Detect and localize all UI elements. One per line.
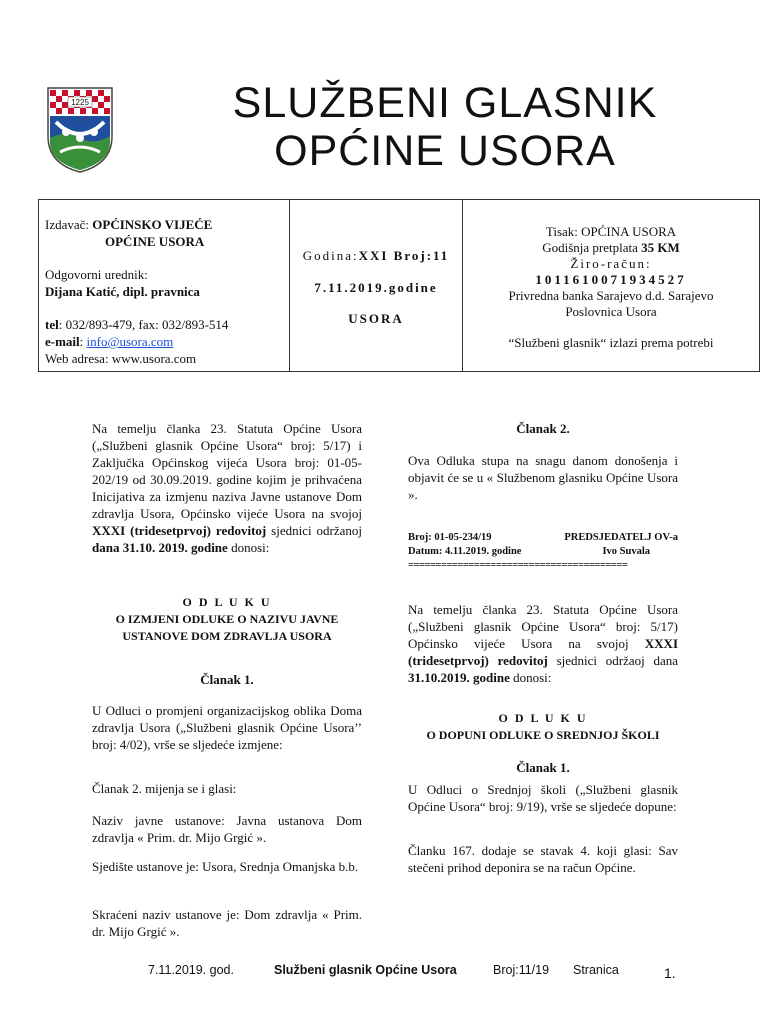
subscription-label: Godišnja pretplata: [542, 240, 638, 255]
publication-title-line1: SLUŽBENI GLASNIK: [232, 79, 658, 127]
print-info: [463, 200, 759, 371]
right-article1-title: Članak 1.: [516, 760, 570, 775]
left-short-name-text: Skraćeni naziv ustanove je: Dom zdravlja « Prim. dr. Mijo Grgić ».: [92, 907, 362, 939]
publisher-line2: OPĆINE USORA: [105, 234, 205, 249]
email-label: e-mail: [45, 334, 80, 349]
footer-publication: Službeni glasnik Općine Usora: [274, 963, 457, 977]
right-article1-block: [408, 781, 678, 815]
right-decision-sub: O DOPUNI ODLUKE O SREDNJOJ ŠKOLI: [426, 728, 660, 742]
publication-info-box: [38, 199, 760, 372]
account-label: Žiro-račun:: [570, 256, 652, 271]
sig-name: Ivo Suvala: [602, 546, 650, 557]
editor-label: Odgovorni urednik:: [45, 267, 148, 282]
year-value: XXI Broj:11: [358, 248, 450, 263]
publisher-info: Izdavač: OPĆINSKO VIJEĆE OPĆINE USORA Odgovorni urednik: Dijana Katić, dipl. pravnica tel: 032/893-479, fax: 032/893-514 e-mail: info@usora.com Web adresa: www.usora.com: [39, 200, 290, 371]
tel-label: tel: [45, 317, 59, 332]
left-seat-text: Sjedište ustanove je: Usora, Srednja Omanjska b.b.: [92, 859, 359, 874]
sig-number: Broj: 01-05-234/19: [408, 532, 492, 543]
account-number: 1011610071934527: [535, 272, 687, 287]
bank-line1: Privredna banka Sarajevo d.d. Sarajevo: [508, 288, 714, 303]
coat-of-arms-emblem: [46, 86, 114, 174]
footer-page-number: 1.: [664, 965, 676, 981]
right-intro-bold2: 31.10.2019. godine: [408, 670, 510, 685]
emblem-year: 1225: [71, 98, 89, 107]
left-intro-bold2: dana 31.10. 2019. godine: [92, 540, 228, 555]
web-address: Web adresa: www.usora.com: [45, 351, 197, 366]
right-intro-bold1: XXXI (tridesetprvoj) redovitoj: [408, 636, 679, 668]
footer-date: 7.11.2019. god.: [148, 963, 234, 977]
right-article167-text: Članku 167. dodaje se stavak 4. koji glasi: Sav stečeni prihod deponira se na račun Općine.: [408, 843, 678, 875]
separator-rule: ========================================: [408, 560, 628, 571]
email-link[interactable]: info@usora.com: [86, 334, 174, 349]
subscription-value: 35 KM: [641, 240, 680, 255]
right-decision-heading: [408, 710, 678, 744]
left-decision-title: O D L U K U: [182, 595, 272, 609]
issue-date: 7.11.2019.godine: [314, 280, 438, 295]
right-article2-block: [408, 452, 678, 503]
bank-line2: Poslovnica Usora: [565, 304, 657, 319]
left-intro-bold1: XXXI (tridesetprvoj) redovitoj: [92, 523, 267, 538]
right-decision-title: O D L U K U: [498, 711, 588, 725]
left-seat-block: [92, 858, 362, 875]
right-intro-text1: Na temelju članka 23. Statuta Općine Usora („Službeni glasnik Općine Usora“ broj: 5/17) Općinsko vijeće Usora na svojoj: [408, 602, 678, 651]
left-column-intro: [92, 420, 362, 556]
left-decision-sub1: O IZMJENI ODLUKE O NAZIVU JAVNE: [115, 612, 339, 626]
publisher-label: Izdavač:: [45, 217, 90, 232]
publication-note: “Službeni glasnik“ izlazi prema potrebi: [508, 335, 714, 350]
right-article1-text: U Odluci o Srednjoj školi („Službeni glasnik Općine Usora“ broj: 9/19), vrše se sljedeće dopune:: [408, 782, 678, 814]
year-label: Godina:: [302, 248, 359, 263]
sig-date: Datum: 4.11.2019. godine: [408, 546, 522, 557]
left-intro-text2: sjednici održanoj: [266, 523, 362, 538]
left-name-text: Naziv javne ustanove: Javna ustanova Dom zdravlja « Prim. dr. Mijo Grgić ».: [92, 813, 362, 845]
right-article167-block: [408, 842, 678, 876]
left-article1-title: Članak 1.: [200, 672, 254, 687]
right-intro-text3: donosi:: [509, 670, 552, 685]
signature-block: [408, 531, 678, 573]
left-intro-text3: donosi:: [227, 540, 270, 555]
issue-info: [290, 200, 463, 371]
left-article1-text: U Odluci o promjeni organizacijskog oblika Doma zdravlja Usora („Službeni glasnik Općine Usora’’ broj: 4/02), vrše se sljedeće izmjene:: [92, 703, 362, 752]
editor-name: Dijana Katić, dipl. pravnica: [45, 284, 200, 299]
left-decision-sub2: USTANOVE DOM ZDRAVLJA USORA: [122, 629, 332, 643]
left-name-block: [92, 812, 362, 846]
print-label: Tisak: OPĆINA USORA: [545, 224, 677, 239]
publisher-line1: OPĆINSKO VIJEĆE: [92, 217, 213, 232]
tel-value: : 032/893-479, fax: 032/893-514: [58, 317, 229, 332]
right-intro-block: [408, 601, 678, 686]
right-intro-text2: sjednici održaoj dana: [547, 653, 678, 668]
left-intro-text1: Na temelju članka 23. Statuta Općine Usora („Službeni glasnik Općine Usora“ broj: 5/17) i Zaključka Općinskog vijeća Usora broj: 01-05-202/19 od 30.09.2019. godine kojim je prihvaćena Inicijativa za izmjenu naziva Javne ustanove Dom zdravlja Usora, Općinsko vijeće Usora na svojoj: [92, 421, 362, 521]
left-short-name-block: [92, 906, 362, 940]
right-article2-text: Ova Odluka stupa na snagu danom donošenja i objavit će se u « Službenom glasniku Općine Usora ».: [408, 453, 678, 502]
sig-role: PREDSJEDATELJ OV-a: [564, 532, 678, 543]
left-decision-heading: [92, 594, 362, 645]
right-article2-title: Članak 2.: [516, 421, 570, 436]
footer-issue: Broj:11/19: [493, 963, 550, 977]
left-article1-text-block: [92, 702, 362, 753]
issue-place: USORA: [348, 311, 404, 326]
publication-title-line2: OPĆINE USORA: [274, 127, 616, 175]
left-article2-change: Članak 2. mijenja se i glasi:: [92, 781, 237, 796]
footer-page-label: Stranica: [573, 963, 619, 977]
